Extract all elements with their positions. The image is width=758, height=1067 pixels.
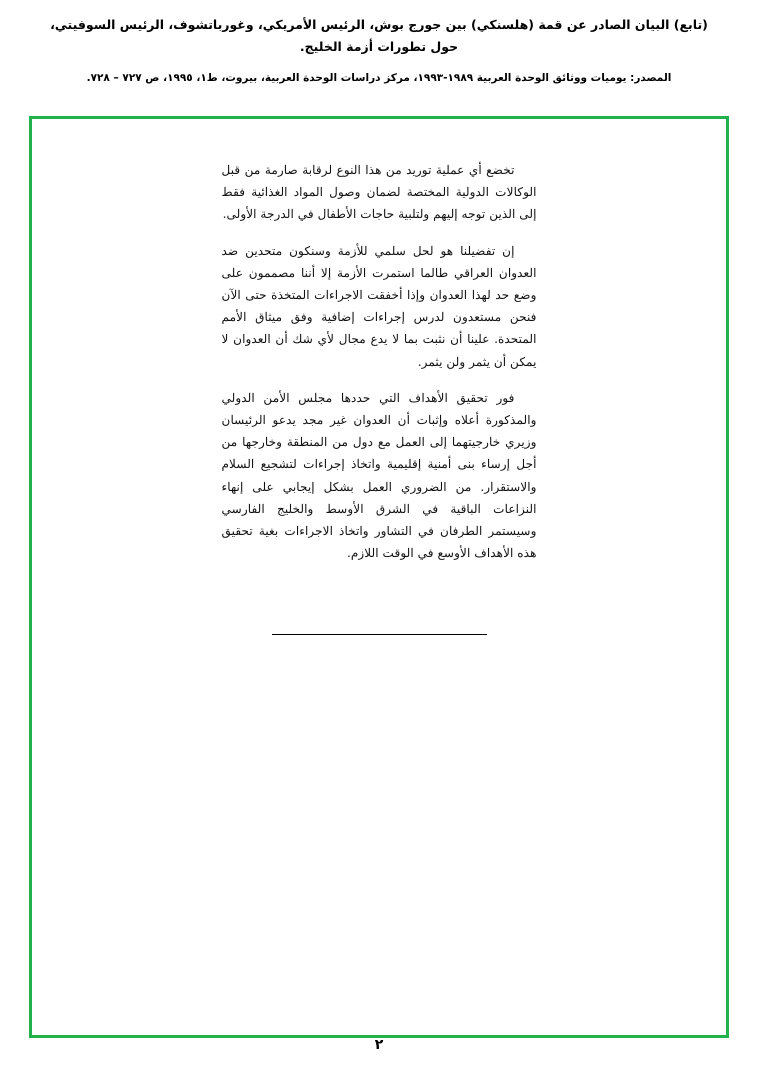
frame-inner <box>32 119 726 1035</box>
body-paragraph: إن تفضيلنا هو لحل سلمي للأزمة وسنكون متحدين ضد العدوان العراقي طالما استمرت الأزمة إلا أننا مصممون على وضع حد لهذا العدوان وإذا أخفقت الاجراءات المتخذة حتى الآن فنحن مستعدون لدرس إجراءات إضافية وفق ميثاق الأمم المتحدة. علينا أن نثبت بما لا يدع مجال لأي شك أن العدوان لا يمكن أن يثمر ولن يثمر. <box>221 243 537 369</box>
page-number: ٢ <box>374 1037 384 1053</box>
body-paragraph: فور تحقيق الأهداف التي حددها مجلس الأمن الدولي والمذكورة أعلاه وإثبات أن العدوان غير مجد يدعو الرئيسان وزيري خارجيتهما إلى العمل مع دول من المنطقة وخارجها من أجل إرساء بنى أمنية إقليمية واتخاذ إجراءات لتشجيع السلام والاستقرار. من الضروري العمل بشكل إيجابي على إنهاء النزاعات الباقية في الشرق الأوسط والخليج الفارسي وسيستمر الطرفان في التشاور واتخاذ الاجراءات بغية تحقيق هذه الأهداف الأوسع في الوقت اللازم. <box>221 390 537 561</box>
horizontal-rule-wrapper <box>32 634 726 635</box>
page-footer <box>0 1034 758 1053</box>
body-paragraph: تخضع أي عملية توريد من هذا النوع لرقابة صارمة من قبل الوكالات الدولية المختصة لضمان وصول المواد الغذائية فقط إلى الذين توجه إليهم ولتلبية حاجات الأطفال في الدرجة الأولى. <box>221 163 537 222</box>
body-text-column <box>222 159 537 564</box>
page-header <box>0 0 758 87</box>
section-divider <box>272 634 487 635</box>
document-title: (تابع) البيان الصادر عن قمة (هلسنكي) بين جورج بوش، الرئيس الأمريكي، وغورباتشوف، الرئيس السوفيتي، حول تطورات أزمة الخليج. <box>50 17 708 54</box>
green-content-frame <box>29 116 729 1038</box>
document-source-line: المصدر: يوميات ووثائق الوحدة العربية ١٩٨٩-١٩٩٣، مركز دراسات الوحدة العربية، بيروت، ط١، ١٩٩٥، ص ٧٢٧ – ٧٢٨. <box>86 71 672 84</box>
